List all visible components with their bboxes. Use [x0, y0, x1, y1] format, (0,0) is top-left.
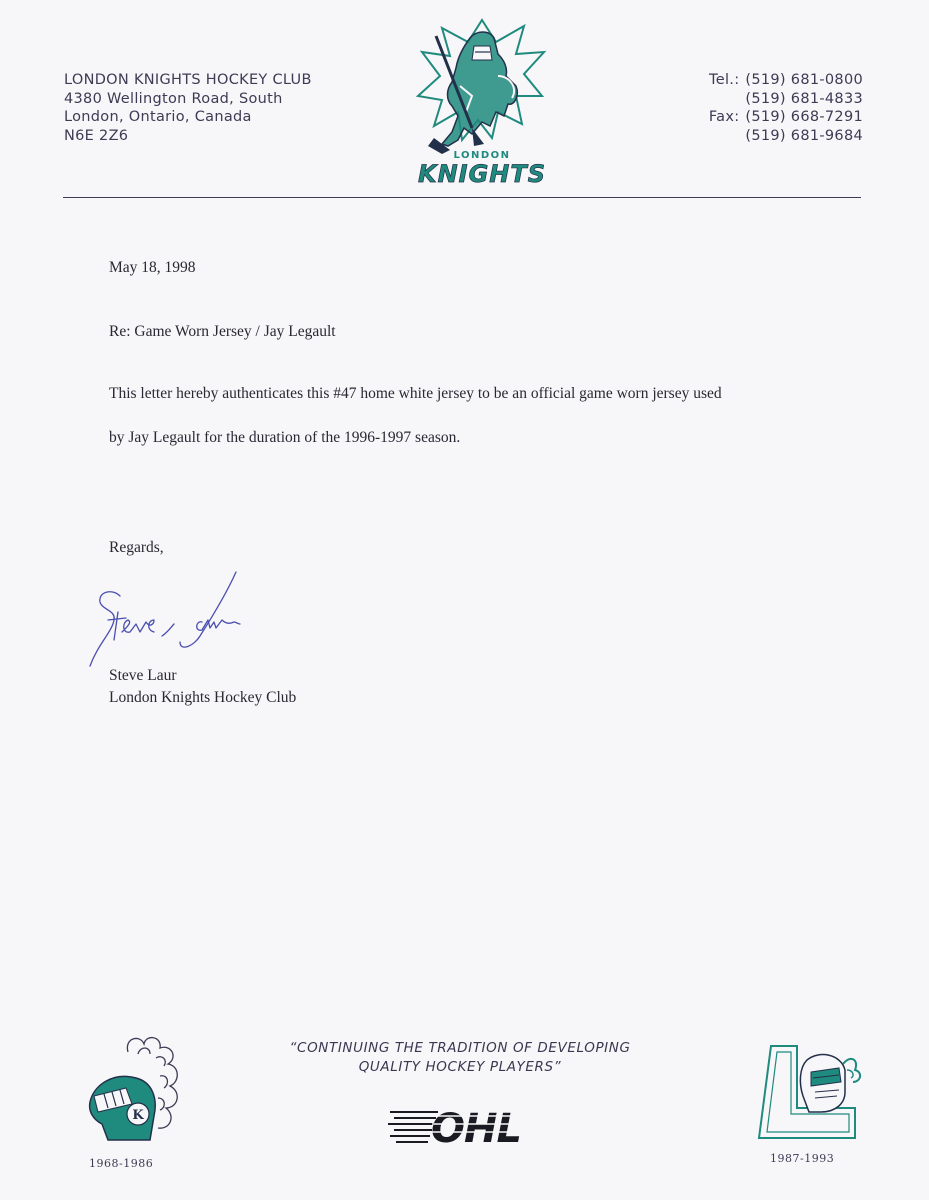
knight-l-logo-1987: [755, 1040, 865, 1150]
letter-body-line: This letter hereby authenticates this #47 home white jersey to be an official game worn jersey used: [109, 385, 722, 402]
organization-name: LONDON KNIGHTS HOCKEY CLUB: [64, 72, 312, 88]
phone-label: Tel.:: [709, 72, 740, 88]
letter-subject: Re: Game Worn Jersey / Jay Legault: [109, 323, 336, 340]
letter-closing: Regards,: [109, 539, 164, 556]
signer-organization: London Knights Hockey Club: [109, 689, 297, 706]
letterhead-contact: [709, 71, 863, 145]
fax-number: (519) 668-7291: [745, 109, 863, 125]
fax-row: [709, 127, 863, 146]
right-logo-years: 1987-1993: [770, 1152, 835, 1165]
phone-number: (519) 681-4833: [745, 90, 863, 107]
ohl-wordmark: OHL: [431, 1106, 521, 1148]
slogan-line: “CONTINUING THE TRADITION OF DEVELOPING: [289, 1040, 631, 1056]
phone-row: [709, 90, 863, 109]
handwritten-signature: [84, 566, 254, 676]
footer-slogan: [255, 1039, 665, 1077]
london-knights-logo: [412, 16, 552, 188]
phone-row: [709, 71, 863, 90]
postal-code: N6E 2Z6: [64, 127, 129, 144]
fax-number: (519) 681-9684: [745, 127, 863, 144]
street-address: 4380 Wellington Road, South: [64, 90, 283, 107]
logo-text-knights: KNIGHTS: [417, 160, 547, 188]
fax-row: [709, 108, 863, 127]
letter-date: May 18, 1998: [109, 259, 196, 276]
slogan-line: QUALITY HOCKEY PLAYERS”: [358, 1059, 562, 1075]
helmet-letter: K: [132, 1108, 144, 1123]
letterhead-address: [64, 71, 312, 145]
knight-helmet-logo-1968: [80, 1032, 190, 1157]
left-logo-years: 1968-1986: [89, 1157, 154, 1170]
fax-label: Fax:: [708, 109, 740, 125]
letter-body-line: by Jay Legault for the duration of the 1996-1997 season.: [109, 429, 461, 446]
signer-name: Steve Laur: [109, 667, 177, 684]
phone-number: (519) 681-0800: [745, 72, 863, 88]
letterhead-divider: [63, 197, 861, 198]
ohl-logo: [386, 1098, 526, 1148]
city-address: London, Ontario, Canada: [64, 109, 252, 125]
logo-text-london: LONDON: [453, 150, 511, 161]
